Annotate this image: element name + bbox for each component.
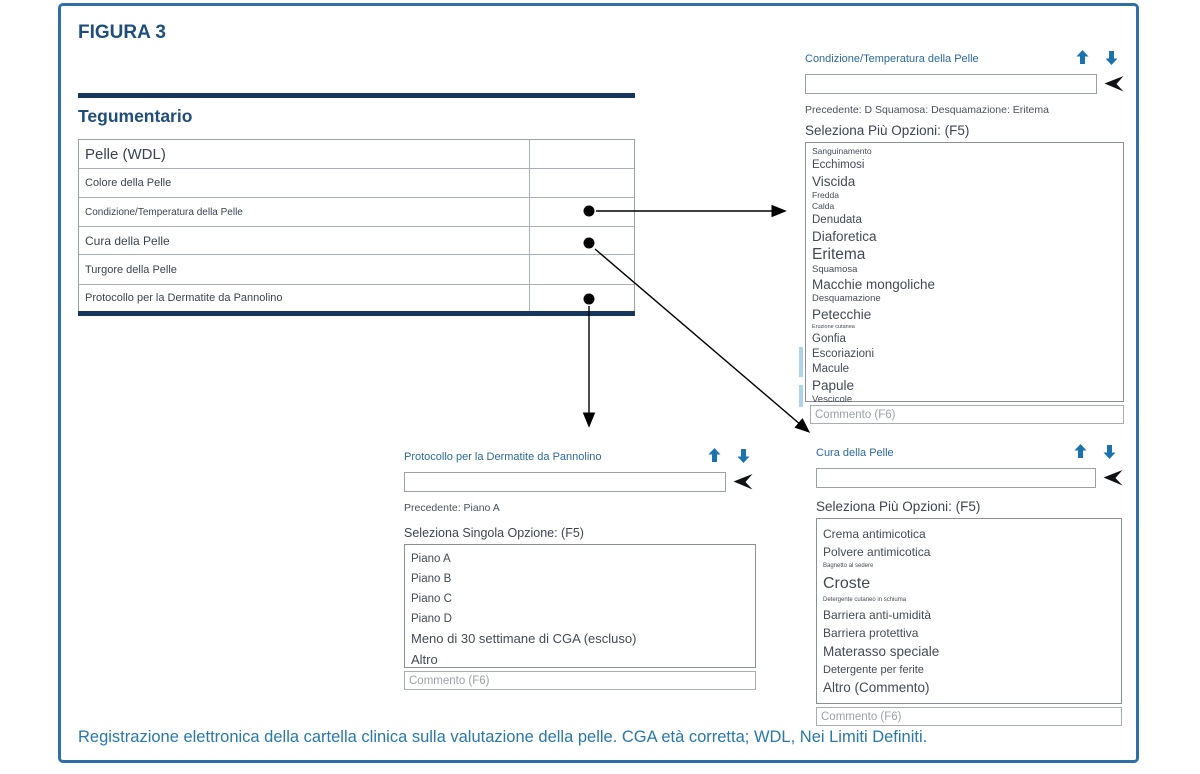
- row-label-condizione[interactable]: Condizione/Temperatura della Pelle: [85, 206, 243, 218]
- options-listbox: [404, 544, 756, 668]
- option-item[interactable]: Detergente cutaneo in schiuma: [823, 597, 907, 603]
- previous-value-text: Precedente: D Squamosa: Desquamazione: Eritema: [805, 104, 1049, 116]
- option-item[interactable]: Fredda: [812, 189, 839, 200]
- option-item[interactable]: Barriera protettiva: [823, 626, 919, 640]
- popup-title: Protocollo per la Dermatite da Pannolino: [404, 451, 602, 463]
- option-item[interactable]: Polvere antimicotica: [823, 545, 931, 559]
- option-item[interactable]: Gonfia: [812, 332, 846, 345]
- option-item[interactable]: Calda: [812, 201, 835, 211]
- value-input[interactable]: [404, 472, 726, 492]
- option-item[interactable]: Eritema: [812, 245, 866, 263]
- down-arrow-icon[interactable]: [737, 448, 750, 468]
- list-scrollbar[interactable]: [799, 385, 803, 407]
- section-rule-bottom: [78, 311, 635, 316]
- option-item[interactable]: Macchie mongoliche: [812, 277, 936, 292]
- option-item[interactable]: Piano D: [411, 613, 452, 625]
- option-item[interactable]: Bagnetto al sedere: [823, 563, 874, 569]
- row-label-colore[interactable]: Colore della Pelle: [85, 177, 172, 189]
- value-input[interactable]: [805, 74, 1097, 94]
- select-prompt: Seleziona Più Opzioni: (F5): [816, 499, 981, 514]
- figure-caption: Registrazione elettronica della cartella clinica sulla valutazione della pelle. CGA età corretta; WDL, Nei Limiti Definiti.: [78, 728, 928, 746]
- table-header-row: [79, 140, 634, 168]
- up-arrow-icon[interactable]: [708, 448, 721, 468]
- options-listbox: [805, 142, 1124, 405]
- row-value-cell[interactable]: [529, 255, 634, 284]
- option-item[interactable]: Altro: [411, 651, 438, 667]
- row-label-turgore[interactable]: Turgore della Pelle: [85, 263, 177, 276]
- comment-input[interactable]: [404, 671, 756, 690]
- down-arrow-icon[interactable]: [1103, 444, 1116, 464]
- option-item[interactable]: Diaforetica: [812, 228, 877, 244]
- list-scrollbar[interactable]: [799, 347, 803, 377]
- down-arrow-icon[interactable]: [1105, 50, 1118, 70]
- row-value-cell[interactable]: [529, 198, 634, 226]
- popup-condizione-temperatura: [805, 50, 1124, 424]
- row-label-protocollo[interactable]: Protocollo per la Dermatite da Pannolino: [85, 292, 283, 304]
- option-item[interactable]: Eruzione cutanea: [812, 323, 855, 330]
- option-item[interactable]: Papule: [812, 377, 855, 393]
- up-arrow-icon[interactable]: [1076, 50, 1089, 70]
- popup-protocollo-dermatite: [404, 448, 756, 690]
- table-row: [79, 197, 634, 226]
- option-item[interactable]: Viscida: [812, 173, 856, 189]
- table-row: [79, 226, 634, 254]
- table-header-label[interactable]: Pelle (WDL): [85, 145, 166, 163]
- option-item[interactable]: Piano B: [411, 573, 452, 585]
- options-listbox: [816, 518, 1122, 704]
- row-value-cell[interactable]: [529, 169, 634, 197]
- option-item[interactable]: Piano C: [411, 593, 452, 605]
- table-row: [79, 168, 634, 197]
- table-row: [79, 254, 634, 284]
- row-value-cell[interactable]: [529, 227, 634, 254]
- option-item[interactable]: Petecchie: [812, 306, 872, 322]
- flowsheet-table: [78, 139, 635, 312]
- row-label-cura[interactable]: Cura della Pelle: [85, 233, 170, 248]
- value-input[interactable]: [816, 468, 1096, 488]
- option-item[interactable]: Denudata: [812, 213, 862, 226]
- previous-value-text: Precedente: Piano A: [404, 502, 500, 514]
- section-rule-top: [78, 93, 635, 98]
- option-item[interactable]: Detergente per ferite: [823, 664, 924, 676]
- up-arrow-icon[interactable]: [1074, 444, 1087, 464]
- figure-title: FIGURA 3: [78, 22, 166, 43]
- option-item[interactable]: Escoriazioni: [812, 347, 874, 360]
- filter-pointer-icon[interactable]: [733, 473, 753, 496]
- popup-title: Condizione/Temperatura della Pelle: [805, 53, 979, 65]
- row-value-cell[interactable]: [529, 285, 634, 311]
- option-item[interactable]: Vescicole: [812, 393, 853, 405]
- filter-pointer-icon[interactable]: [1104, 75, 1124, 98]
- table-header-value-cell[interactable]: [529, 140, 634, 168]
- filter-pointer-icon[interactable]: [1103, 469, 1123, 492]
- comment-input[interactable]: [816, 707, 1122, 726]
- popup-title: Cura della Pelle: [816, 447, 894, 459]
- option-item[interactable]: Altro (Commento): [823, 680, 930, 695]
- select-prompt: Seleziona Più Opzioni: (F5): [805, 123, 970, 138]
- option-item[interactable]: Materasso speciale: [823, 644, 940, 659]
- option-item[interactable]: Crema antimicotica: [823, 527, 926, 541]
- option-item[interactable]: Desquamazione: [812, 293, 881, 304]
- option-item[interactable]: Ecchimosi: [812, 158, 865, 171]
- option-item[interactable]: Macule: [812, 362, 850, 375]
- table-row: [79, 284, 634, 311]
- comment-input[interactable]: [810, 405, 1124, 424]
- option-item[interactable]: Croste: [823, 575, 871, 592]
- select-prompt: Seleziona Singola Opzione: (F5): [404, 526, 584, 540]
- option-item[interactable]: Piano A: [411, 553, 451, 565]
- option-item[interactable]: Meno di 30 settimane di CGA (escluso): [411, 631, 637, 646]
- option-item[interactable]: Squamosa: [812, 263, 858, 275]
- section-title: Tegumentario: [78, 106, 193, 126]
- popup-cura-della-pelle: [816, 444, 1122, 726]
- option-item[interactable]: Sanguinamento: [812, 146, 872, 156]
- option-item[interactable]: Barriera anti-umidità: [823, 608, 932, 622]
